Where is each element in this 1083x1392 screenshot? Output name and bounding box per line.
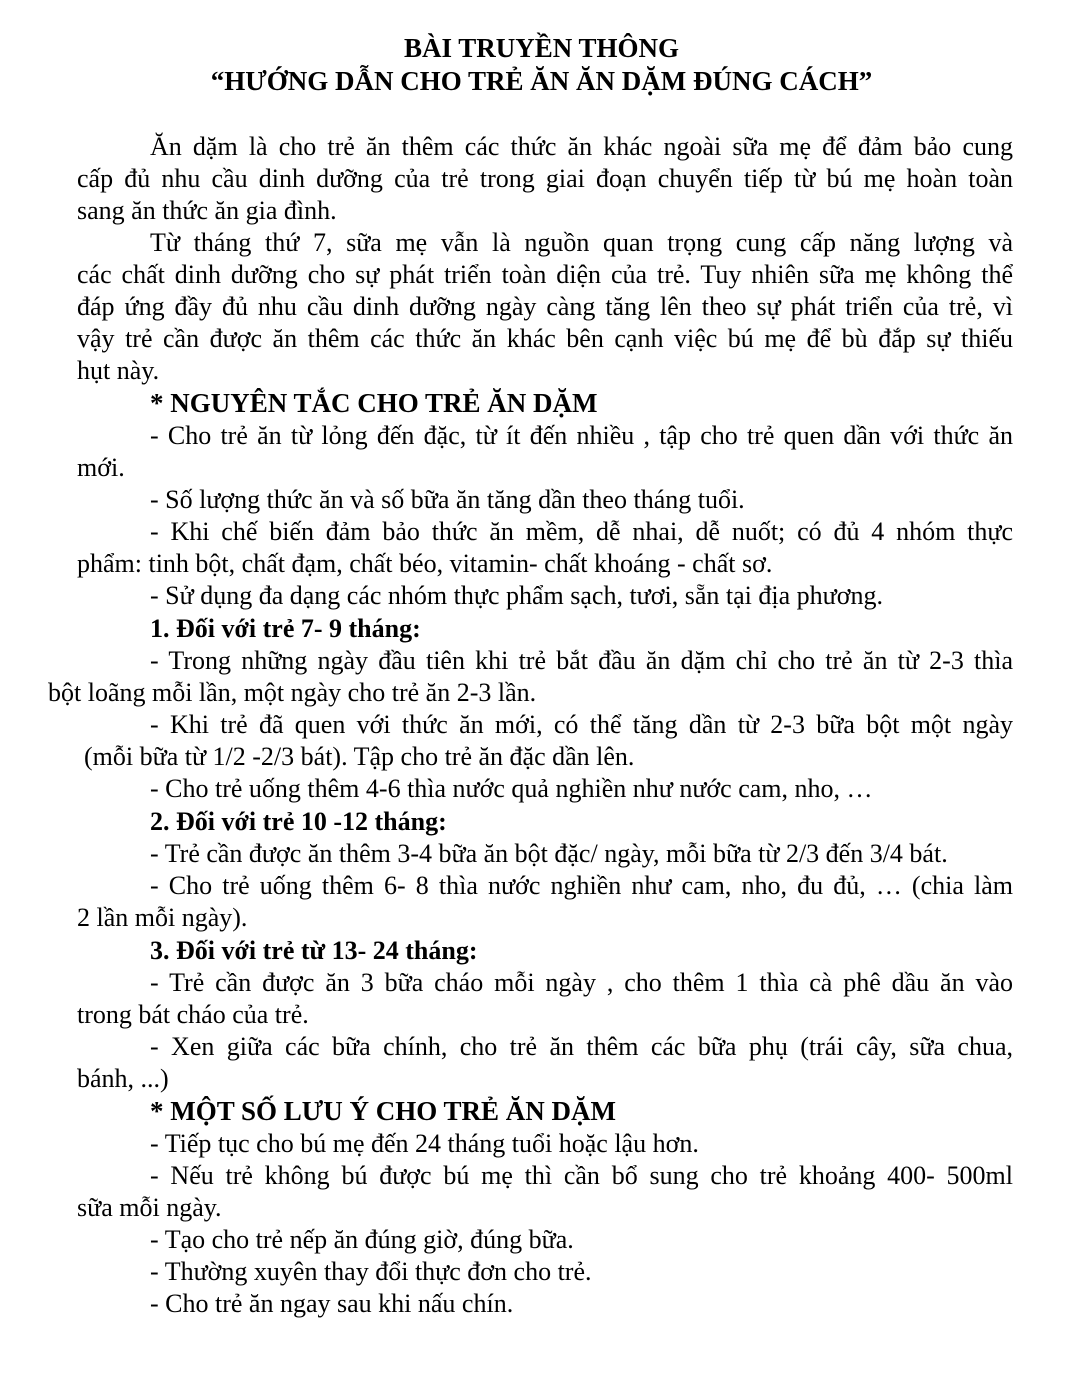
intro-p1-line-2: cấp đủ nhu cầu dinh dưỡng của trẻ trong giai đoạn chuyển tiếp từ bú mẹ hoàn toàn xyxy=(77,164,1013,193)
notes-line-5: - Thường xuyên thay đổi thực đơn cho trẻ. xyxy=(150,1257,592,1286)
age3-heading: 3. Đối với trẻ từ 13- 24 tháng: xyxy=(150,936,478,965)
age2-line-2: - Cho trẻ uống thêm 6- 8 thìa nước nghiền như cam, nho, đu đủ, … (chia làm xyxy=(150,871,1013,900)
notes-line-3: sữa mỗi ngày. xyxy=(77,1193,222,1222)
principles-line-1: - Cho trẻ ăn từ lỏng đến đặc, từ ít đến nhiều , tập cho trẻ quen dần với thức ăn xyxy=(150,421,1013,450)
age1-line-2: bột loãng mỗi lần, một ngày cho trẻ ăn 2-3 lần. xyxy=(48,678,537,707)
document-subtitle: “HƯỚNG DẪN CHO TRẺ ĂN ĂN DẶM ĐÚNG CÁCH” xyxy=(210,66,873,96)
intro-p1-line-1: Ăn dặm là cho trẻ ăn thêm các thức ăn khác ngoài sữa mẹ để đảm bảo cung xyxy=(150,132,1013,161)
notes-line-6: - Cho trẻ ăn ngay sau khi nấu chín. xyxy=(150,1289,514,1318)
age3-line-4: bánh, ...) xyxy=(77,1064,169,1093)
document-title: BÀI TRUYỀN THÔNG xyxy=(403,33,680,63)
age2-heading: 2. Đối với trẻ 10 -12 tháng: xyxy=(150,807,447,836)
age1-line-5: - Cho trẻ uống thêm 4-6 thìa nước quả nghiền như nước cam, nho, … xyxy=(150,774,873,803)
intro-p1-line-3: sang ăn thức ăn gia đình. xyxy=(77,196,337,225)
age1-line-1: - Trong những ngày đầu tiên khi trẻ bắt đầu ăn dặm chỉ cho trẻ ăn từ 2-3 thìa xyxy=(150,646,1013,675)
intro-p2-line-2: các chất dinh dưỡng cho sự phát triển toàn diện của trẻ. Tuy nhiên sữa mẹ không thể xyxy=(77,260,1013,289)
age3-line-2: trong bát cháo của trẻ. xyxy=(77,1000,309,1029)
principles-line-2: mới. xyxy=(77,453,125,482)
age2-line-1: - Trẻ cần được ăn thêm 3-4 bữa ăn bột đặc/ ngày, mỗi bữa từ 2/3 đến 3/4 bát. xyxy=(150,839,948,868)
age3-line-1: - Trẻ cần được ăn 3 bữa cháo mỗi ngày , cho thêm 1 thìa cà phê dầu ăn vào xyxy=(150,968,1013,997)
age1-line-4: (mỗi bữa từ 1/2 -2/3 bát). Tập cho trẻ ăn đặc dần lên. xyxy=(84,742,635,771)
notes-heading: * MỘT SỐ LƯU Ý CHO TRẺ ĂN DẶM xyxy=(150,1096,617,1126)
intro-p2-line-1: Từ tháng thứ 7, sữa mẹ vẫn là nguồn quan trọng cung cấp năng lượng và xyxy=(150,228,1013,257)
notes-line-4: - Tạo cho trẻ nếp ăn đúng giờ, đúng bữa. xyxy=(150,1225,574,1254)
intro-p2-line-4: vậy trẻ cần được ăn thêm các thức ăn khác bên cạnh việc bú mẹ để bù đắp sự thiếu xyxy=(77,324,1013,353)
age1-line-3: - Khi trẻ đã quen với thức ăn mới, có thể tăng dần từ 2-3 bữa bột một ngày xyxy=(150,710,1013,739)
notes-line-1: - Tiếp tục cho bú mẹ đến 24 tháng tuổi hoặc lậu hơn. xyxy=(150,1129,699,1158)
age1-heading: 1. Đối với trẻ 7- 9 tháng: xyxy=(150,614,421,643)
principles-line-4: - Khi chế biến đảm bảo thức ăn mềm, dễ nhai, dễ nuốt; có đủ 4 nhóm thực xyxy=(150,517,1013,546)
principles-line-6: - Sử dụng đa dạng các nhóm thực phẩm sạch, tươi, sẵn tại địa phương. xyxy=(150,581,883,610)
intro-p2-line-5: hụt này. xyxy=(77,356,160,385)
principles-line-3: - Số lượng thức ăn và số bữa ăn tăng dần theo tháng tuổi. xyxy=(150,485,745,514)
principles-line-5: phẩm: tinh bột, chất đạm, chất béo, vitamin- chất khoáng - chất sơ. xyxy=(77,549,773,578)
age2-line-3: 2 lần mỗi ngày). xyxy=(77,903,248,932)
principles-heading: * NGUYÊN TẮC CHO TRẺ ĂN DẶM xyxy=(150,388,598,418)
age3-line-3: - Xen giữa các bữa chính, cho trẻ ăn thêm các bữa phụ (trái cây, sữa chua, xyxy=(150,1032,1013,1061)
notes-line-2: - Nếu trẻ không bú được bú mẹ thì cần bổ sung cho trẻ khoảng 400- 500ml xyxy=(150,1161,1013,1190)
intro-p2-line-3: đáp ứng đầy đủ nhu cầu dinh dưỡng ngày càng tăng lên theo sự phát triển của trẻ, vì xyxy=(77,292,1013,321)
